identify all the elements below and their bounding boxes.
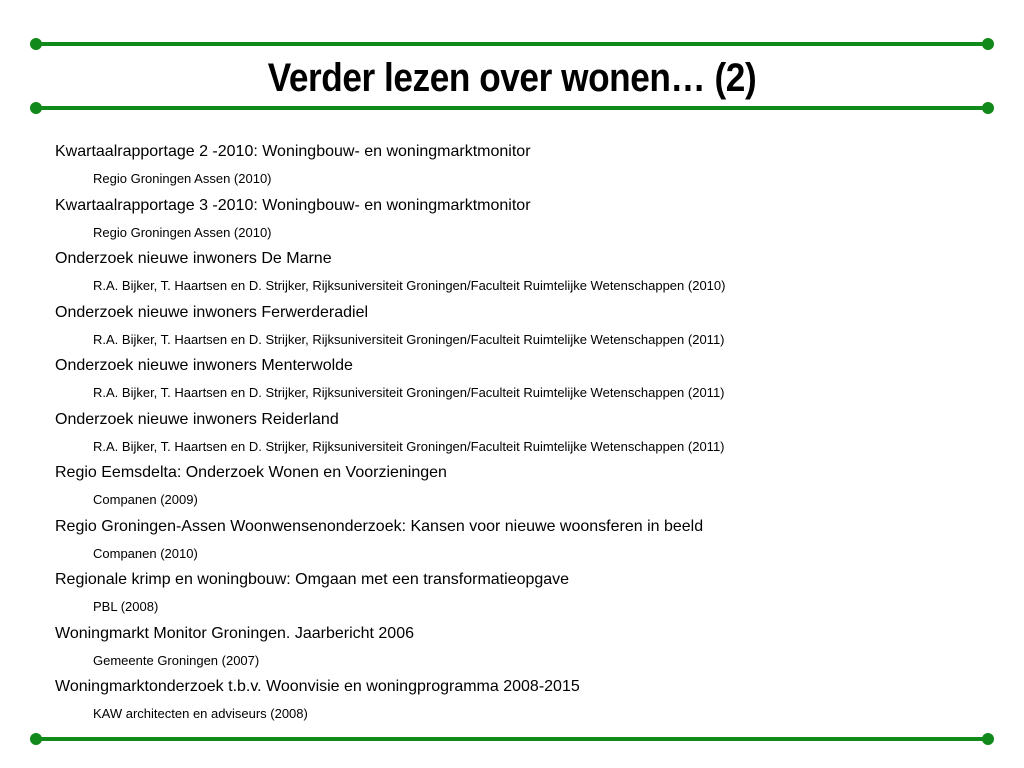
reference-source: Companen (2009) — [93, 492, 198, 507]
list-item — [55, 622, 994, 676]
reference-title: Onderzoek nieuwe inwoners De Marne — [55, 250, 332, 267]
reference-title: Kwartaalrapportage 2 -2010: Woningbouw- en woningmarktmonitor — [55, 143, 531, 160]
reference-title: Woningmarkt Monitor Groningen. Jaarbericht 2006 — [55, 624, 414, 642]
reference-title: Regionale krimp en woningbouw: Omgaan met een transformatieopgave — [55, 571, 570, 588]
reference-title: Regio Eemsdelta: Onderzoek Wonen en Voorzieningen — [55, 464, 447, 481]
reference-title: Onderzoek nieuwe inwoners Menterwolde — [55, 357, 353, 374]
list-item — [55, 408, 994, 462]
list-item — [55, 140, 994, 194]
top-rule — [36, 42, 988, 46]
bottom-rule — [36, 737, 988, 741]
list-item — [55, 194, 994, 248]
reference-source: Companen (2010) — [93, 545, 198, 561]
page-title: Verder lezen over wonen… (2) — [267, 56, 757, 100]
list-item — [55, 247, 994, 301]
reference-title: Kwartaalrapportage 3 -2010: Woningbouw- en woningmarktmonitor — [55, 196, 531, 214]
reference-title: Woningmarktonderzoek t.b.v. Woonvisie en woningprogramma 2008-2015 — [55, 678, 580, 695]
list-item — [55, 515, 994, 569]
reference-title: Regio Groningen-Assen Woonwensenonderzoek: Kansen voor nieuwe woonsferen in beeld — [55, 517, 704, 535]
list-item — [55, 568, 994, 622]
list-item — [55, 301, 994, 355]
reference-source: R.A. Bijker, T. Haartsen en D. Strijker, Rijksuniversiteit Groningen/Faculteit Ruimtelijke Wetenschappen (2010) — [93, 278, 726, 293]
reference-source: R.A. Bijker, T. Haartsen en D. Strijker, Rijksuniversiteit Groningen/Faculteit Ruimtelijke Wetenschappen (2011) — [93, 331, 725, 347]
list-item — [55, 461, 994, 515]
reference-source: R.A. Bijker, T. Haartsen en D. Strijker, Rijksuniversiteit Groningen/Faculteit Ruimtelijke Wetenschappen (2011) — [93, 438, 725, 454]
reference-list — [55, 140, 994, 729]
reference-source: PBL (2008) — [93, 599, 159, 614]
reference-source: Regio Groningen Assen (2010) — [93, 224, 272, 240]
reference-source: Gemeente Groningen (2007) — [93, 652, 260, 668]
list-item — [55, 354, 994, 408]
list-item — [55, 675, 994, 729]
reference-source: Regio Groningen Assen (2010) — [93, 171, 272, 186]
reference-title: Onderzoek nieuwe inwoners Reiderland — [55, 410, 339, 428]
reference-source: KAW architecten en adviseurs (2008) — [93, 706, 308, 721]
reference-title: Onderzoek nieuwe inwoners Ferwerderadiel — [55, 303, 369, 321]
title-underline-rule — [36, 106, 988, 110]
reference-source: R.A. Bijker, T. Haartsen en D. Strijker, Rijksuniversiteit Groningen/Faculteit Ruimtelijke Wetenschappen (2011) — [93, 385, 725, 400]
